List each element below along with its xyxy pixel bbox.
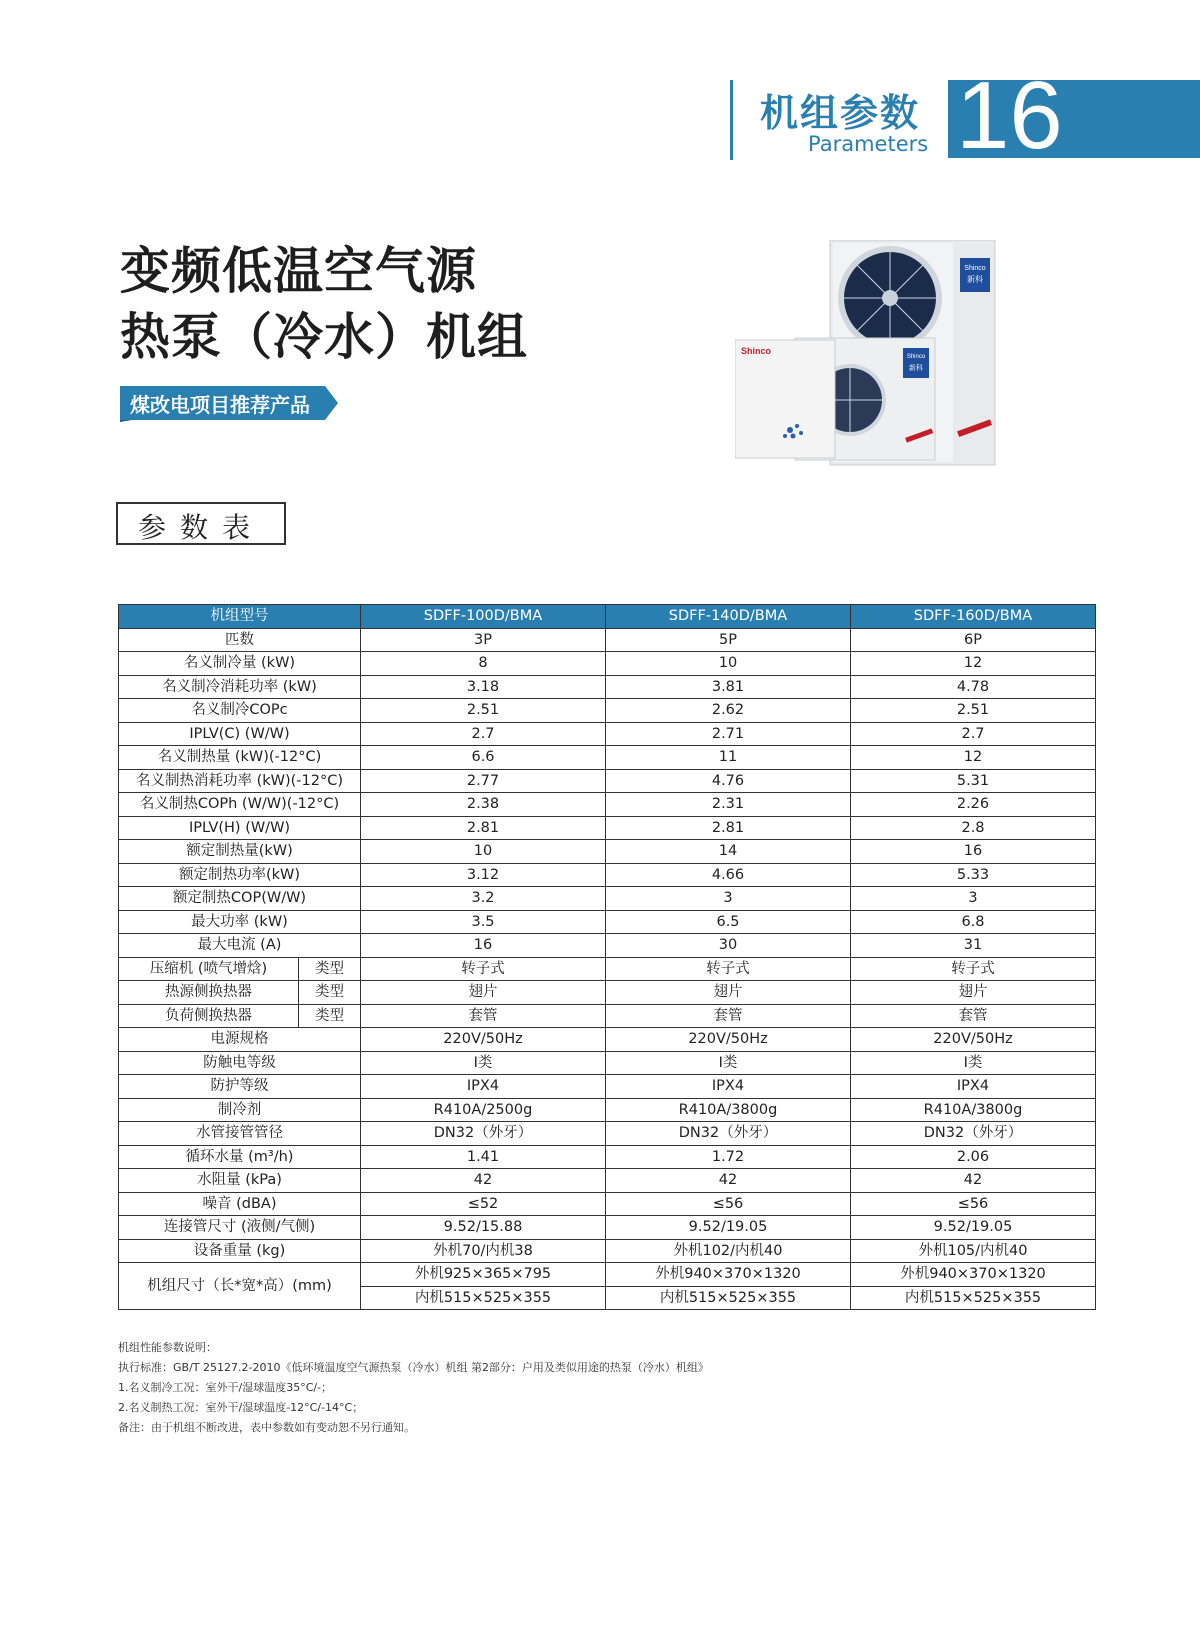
row-value: 3.12 [361, 863, 606, 887]
table-row [119, 652, 1096, 676]
row-value: ≤52 [361, 1192, 606, 1216]
row-label: IPLV(C) (W/W) [119, 722, 361, 746]
row-value: R410A/3800g [851, 1098, 1096, 1122]
row-value: 6.5 [606, 910, 851, 934]
row-value: 3.18 [361, 675, 606, 699]
table-row [119, 628, 1096, 652]
row-value: 6P [851, 628, 1096, 652]
row-label: 最大功率 (kW) [119, 910, 361, 934]
table-row [119, 957, 1096, 981]
notes [118, 1338, 709, 1438]
row-label: IPLV(H) (W/W) [119, 816, 361, 840]
row-value: DN32（外牙） [851, 1122, 1096, 1146]
table-row [119, 722, 1096, 746]
row-value: 10 [361, 840, 606, 864]
product-title-line2: 热泵（冷水）机组 [120, 308, 528, 366]
row-label: 额定制热COP(W/W) [119, 887, 361, 911]
recommend-tag [120, 384, 338, 422]
table-row [119, 816, 1096, 840]
row-value: 220V/50Hz [361, 1028, 606, 1052]
table-row [119, 675, 1096, 699]
row-value: 2.71 [606, 722, 851, 746]
row-value: 翅片 [851, 981, 1096, 1005]
medium-unit-brand: Shinco [906, 354, 926, 360]
row-label: 水管接管管径 [119, 1122, 361, 1146]
row-value: DN32（外牙） [606, 1122, 851, 1146]
row-label: 热源侧换热器 [119, 981, 299, 1005]
small-unit-brand: Shinco [741, 346, 772, 356]
table-row [119, 1192, 1096, 1216]
header-title-en: Parameters [808, 132, 929, 156]
row-label: 防触电等级 [119, 1051, 361, 1075]
row-label: 额定制热功率(kW) [119, 863, 361, 887]
row-value: 16 [851, 840, 1096, 864]
row-label: 名义制冷量 (kW) [119, 652, 361, 676]
table-header-row [119, 605, 1096, 629]
header-model-label: 机组型号 [119, 605, 361, 629]
row-value: 2.38 [361, 793, 606, 817]
row-label: 压缩机 (喷气增焓) [119, 957, 299, 981]
table-row [119, 1075, 1096, 1099]
note-line: 1.名义制冷工况：室外干/湿球温度35°C/-； [118, 1381, 333, 1394]
row-value: IPX4 [851, 1075, 1096, 1099]
row-label: 设备重量 (kg) [119, 1239, 361, 1263]
row-sublabel: 类型 [299, 957, 361, 981]
row-value: 12 [851, 652, 1096, 676]
row-value: IPX4 [606, 1075, 851, 1099]
row-value: 5P [606, 628, 851, 652]
row-value: 内机515×525×355 [361, 1286, 606, 1310]
row-value: 外机940×370×1320 [606, 1263, 851, 1287]
row-value: 2.81 [361, 816, 606, 840]
table-row [119, 1122, 1096, 1146]
row-value: DN32（外牙） [361, 1122, 606, 1146]
row-value: 2.51 [361, 699, 606, 723]
row-value: 5.33 [851, 863, 1096, 887]
table-row [119, 1239, 1096, 1263]
table-row [119, 699, 1096, 723]
row-value: 9.52/19.05 [851, 1216, 1096, 1240]
row-value: 30 [606, 934, 851, 958]
table-row [119, 1028, 1096, 1052]
product-image [735, 240, 1005, 480]
row-value: 4.78 [851, 675, 1096, 699]
row-value: 外机105/内机40 [851, 1239, 1096, 1263]
row-label: 额定制热量(kW) [119, 840, 361, 864]
header-divider [730, 80, 733, 160]
table-row [119, 910, 1096, 934]
row-value: 外机940×370×1320 [851, 1263, 1096, 1287]
row-value: 14 [606, 840, 851, 864]
row-value: 2.7 [361, 722, 606, 746]
row-value: 内机515×525×355 [606, 1286, 851, 1310]
row-value: 套管 [606, 1004, 851, 1028]
row-value: 2.51 [851, 699, 1096, 723]
row-value: I类 [361, 1051, 606, 1075]
recommend-tag-label: 煤改电项目推荐产品 [130, 393, 310, 417]
row-value: 16 [361, 934, 606, 958]
medium-unit-brand-cn: 新科 [909, 364, 923, 372]
table-row [119, 769, 1096, 793]
row-value: 转子式 [606, 957, 851, 981]
large-unit-brand: Shinco [964, 265, 986, 272]
row-value: 转子式 [851, 957, 1096, 981]
header-model-3: SDFF-160D/BMA [851, 605, 1096, 629]
page-number: 16 [956, 62, 1063, 169]
table-row [119, 934, 1096, 958]
row-value: R410A/3800g [606, 1098, 851, 1122]
row-value: 31 [851, 934, 1096, 958]
row-label: 循环水量 (m³/h) [119, 1145, 361, 1169]
row-label: 名义制冷消耗功率 (kW) [119, 675, 361, 699]
note-line: 备注：由于机组不断改进，表中参数如有变动恕不另行通知。 [118, 1421, 415, 1434]
table-row [119, 863, 1096, 887]
row-value: 6.6 [361, 746, 606, 770]
row-value: 4.76 [606, 769, 851, 793]
row-value: 3.5 [361, 910, 606, 934]
row-value: 9.52/19.05 [606, 1216, 851, 1240]
table-row [119, 1004, 1096, 1028]
row-label: 电源规格 [119, 1028, 361, 1052]
product-title [120, 238, 528, 370]
row-value: 3.81 [606, 675, 851, 699]
row-value: 1.72 [606, 1145, 851, 1169]
row-label: 名义制热量 (kW)(-12°C) [119, 746, 361, 770]
row-value: 3 [851, 887, 1096, 911]
row-label: 名义制热消耗功率 (kW)(-12°C) [119, 769, 361, 793]
section-title-box [116, 502, 286, 545]
row-value: 3 [606, 887, 851, 911]
row-sublabel: 类型 [299, 1004, 361, 1028]
header-model-2: SDFF-140D/BMA [606, 605, 851, 629]
row-value: 220V/50Hz [606, 1028, 851, 1052]
row-value: 转子式 [361, 957, 606, 981]
row-value: IPX4 [361, 1075, 606, 1099]
row-value: 11 [606, 746, 851, 770]
row-sublabel: 类型 [299, 981, 361, 1005]
table-row [119, 1216, 1096, 1240]
header-title-cn: 机组参数 [760, 91, 921, 135]
table-row [119, 1051, 1096, 1075]
row-value: 2.81 [606, 816, 851, 840]
table-row [119, 1263, 1096, 1287]
row-value: 2.26 [851, 793, 1096, 817]
row-value: I类 [851, 1051, 1096, 1075]
row-value: 内机515×525×355 [851, 1286, 1096, 1310]
row-value: 翅片 [606, 981, 851, 1005]
table-row [119, 981, 1096, 1005]
row-label: 匹数 [119, 628, 361, 652]
section-title: 参数表 [137, 511, 264, 544]
row-value: 8 [361, 652, 606, 676]
product-title-line1: 变频低温空气源 [120, 242, 477, 300]
note-line: 执行标准：GB/T 25127.2-2010《低环境温度空气源热泵（冷水）机组 第2部分：户用及类似用途的热泵（冷水）机组》 [118, 1361, 709, 1374]
row-value: 2.06 [851, 1145, 1096, 1169]
row-value: 42 [851, 1169, 1096, 1193]
row-value: 1.41 [361, 1145, 606, 1169]
table-row [119, 1169, 1096, 1193]
note-line: 2.名义制热工况：室外干/湿球温度-12°C/-14°C； [118, 1401, 364, 1414]
row-label: 名义制冷COPc [119, 699, 361, 723]
table-row [119, 887, 1096, 911]
row-value: 套管 [361, 1004, 606, 1028]
table-row [119, 840, 1096, 864]
row-label: 防护等级 [119, 1075, 361, 1099]
header-model-1: SDFF-100D/BMA [361, 605, 606, 629]
table-row [119, 746, 1096, 770]
row-label: 噪音 (dBA) [119, 1192, 361, 1216]
large-unit-brand-cn: 新科 [967, 275, 983, 284]
row-value: 翅片 [361, 981, 606, 1005]
row-value: 3P [361, 628, 606, 652]
row-label: 水阻量 (kPa) [119, 1169, 361, 1193]
row-value: ≤56 [851, 1192, 1096, 1216]
table-row [119, 1145, 1096, 1169]
row-value: 6.8 [851, 910, 1096, 934]
row-value: 5.31 [851, 769, 1096, 793]
row-value: 套管 [851, 1004, 1096, 1028]
table-row [119, 793, 1096, 817]
note-line: 机组性能参数说明： [118, 1341, 217, 1354]
row-value: 3.2 [361, 887, 606, 911]
row-value: 外机925×365×795 [361, 1263, 606, 1287]
row-value: 10 [606, 652, 851, 676]
row-value: R410A/2500g [361, 1098, 606, 1122]
row-value: 外机102/内机40 [606, 1239, 851, 1263]
table-row [119, 1098, 1096, 1122]
row-value: 2.62 [606, 699, 851, 723]
row-value: I类 [606, 1051, 851, 1075]
row-label: 机组尺寸（长*宽*高）(mm) [119, 1263, 361, 1310]
row-value: 220V/50Hz [851, 1028, 1096, 1052]
row-value: 42 [361, 1169, 606, 1193]
row-value: 外机70/内机38 [361, 1239, 606, 1263]
row-value: 2.77 [361, 769, 606, 793]
row-value: 2.8 [851, 816, 1096, 840]
row-label: 最大电流 (A) [119, 934, 361, 958]
parameters-table [118, 604, 1096, 1310]
row-value: 2.31 [606, 793, 851, 817]
row-value: ≤56 [606, 1192, 851, 1216]
row-value: 12 [851, 746, 1096, 770]
row-value: 4.66 [606, 863, 851, 887]
row-value: 9.52/15.88 [361, 1216, 606, 1240]
row-label: 负荷侧换热器 [119, 1004, 299, 1028]
row-label: 制冷剂 [119, 1098, 361, 1122]
row-value: 2.7 [851, 722, 1096, 746]
row-label: 连接管尺寸 (液侧/气侧) [119, 1216, 361, 1240]
row-value: 42 [606, 1169, 851, 1193]
row-label: 名义制热COPh (W/W)(-12°C) [119, 793, 361, 817]
